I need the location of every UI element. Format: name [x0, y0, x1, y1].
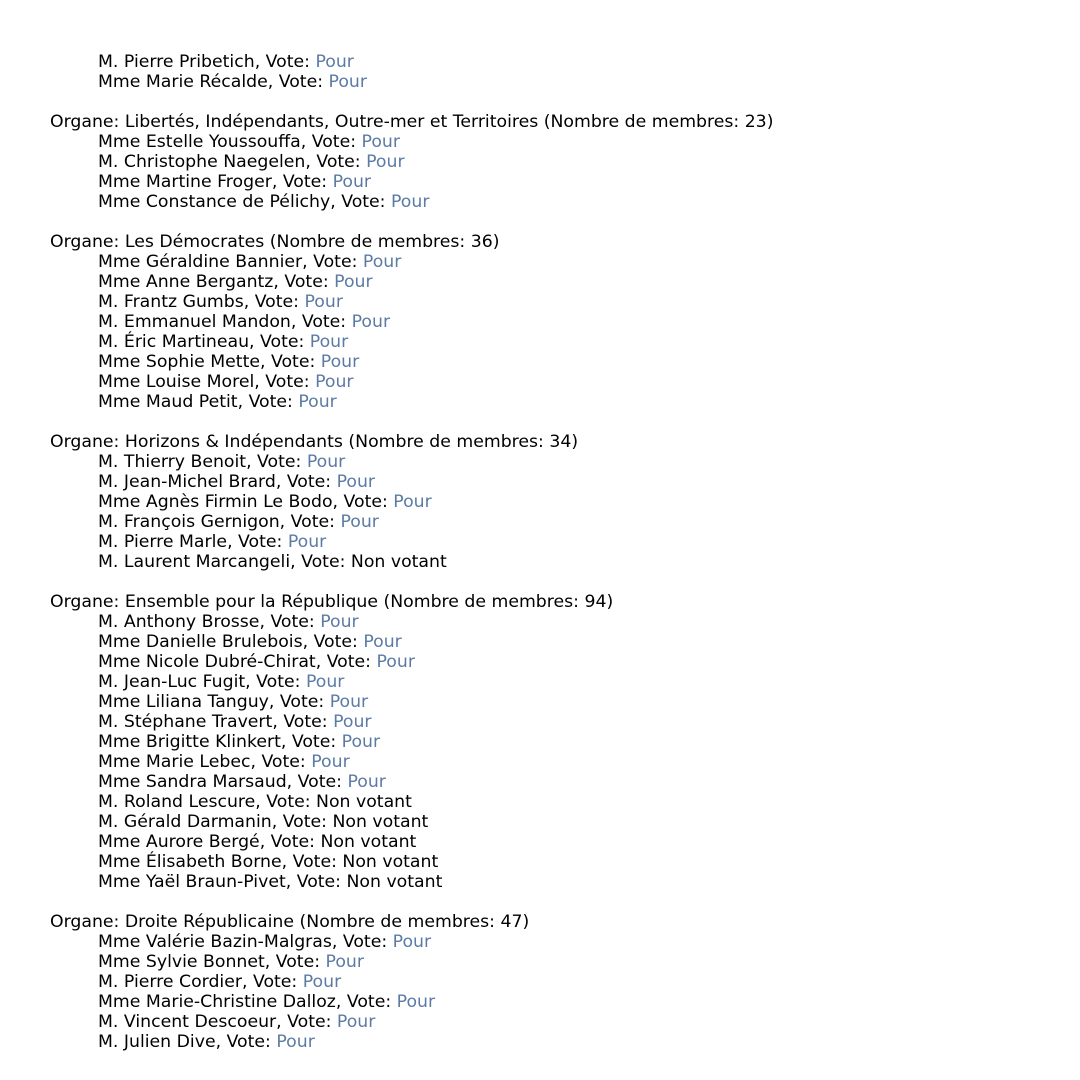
member-row: [50, 992, 1060, 1012]
member-row: [50, 952, 1060, 972]
member-row: [50, 832, 1060, 852]
members-prefix: (Nombre de membres:: [294, 912, 501, 932]
organe-name: Horizons & Indépendants: [124, 432, 343, 452]
vote-value-non-votant: Non votant: [316, 792, 412, 812]
vote-label: , Vote:: [286, 772, 348, 792]
member-row: [50, 1012, 1060, 1032]
member-name: Mme Liliana Tanguy: [98, 692, 269, 712]
members-count: 36: [470, 232, 493, 252]
member-row: [50, 312, 1060, 332]
organe-header: [50, 112, 1060, 132]
vote-value-pour: Pour: [376, 652, 415, 672]
member-row: [50, 872, 1060, 892]
member-name: M. Julien Dive: [98, 1032, 216, 1052]
vote-label: , Vote:: [315, 652, 377, 672]
vote-label: , Vote:: [271, 812, 333, 832]
members-count: 34: [549, 432, 572, 452]
vote-label: , Vote:: [331, 932, 393, 952]
members-prefix: (Nombre de membres:: [538, 112, 745, 132]
member-name: Mme Agnès Firmin Le Bodo: [98, 492, 333, 512]
vote-value-non-votant: Non votant: [320, 832, 417, 852]
vote-label: , Vote:: [290, 312, 352, 332]
organe-name: Droite Républicaine: [124, 912, 295, 932]
member-row: [50, 292, 1060, 312]
organe-prefix: Organe:: [50, 432, 125, 452]
member-name: Mme Élisabeth Borne: [98, 852, 282, 872]
organe-section: [50, 112, 1060, 212]
vote-label: , Vote:: [254, 372, 316, 392]
member-name: Mme Nicole Dubré-Chirat: [98, 652, 316, 672]
member-name: Mme Louise Morel: [98, 372, 255, 392]
vote-value-pour: Pour: [393, 492, 432, 512]
member-row: [50, 692, 1060, 712]
vote-label: , Vote:: [264, 952, 326, 972]
vote-value-pour: Pour: [361, 132, 400, 152]
vote-label: , Vote:: [330, 192, 391, 212]
member-name: Mme Marie Récalde: [98, 72, 268, 92]
vote-label: , Vote:: [272, 712, 334, 732]
member-name: M. Éric Martineau: [98, 332, 250, 352]
vote-label: , Vote:: [237, 392, 299, 412]
member-name: Mme Aurore Bergé: [98, 832, 260, 852]
members-suffix: ): [766, 112, 774, 132]
vote-value-pour: Pour: [329, 692, 369, 712]
vote-value-pour: Pour: [298, 392, 337, 412]
vote-value-pour: Pour: [363, 632, 402, 652]
organe-header: [50, 912, 1060, 932]
vote-value-pour: Pour: [334, 272, 373, 292]
vote-value-pour: Pour: [347, 772, 386, 792]
vote-value-pour: Pour: [392, 932, 432, 952]
vote-label: , Vote:: [305, 152, 367, 172]
member-row: [50, 1032, 1060, 1052]
member-row: [50, 132, 1060, 152]
organe-header: [50, 432, 1060, 452]
vote-value-pour: Pour: [340, 512, 379, 532]
member-row: [50, 72, 1060, 92]
member-row: [50, 972, 1060, 992]
vote-label: , Vote:: [259, 612, 321, 632]
member-row: [50, 352, 1060, 372]
organe-prefix: Organe:: [50, 112, 125, 132]
vote-value-pour: Pour: [391, 192, 430, 212]
vote-label: , Vote:: [255, 792, 317, 812]
member-row: [50, 172, 1060, 192]
member-name: M. Vincent Descoeur: [98, 1012, 277, 1032]
members-prefix: (Nombre de membres:: [342, 432, 550, 452]
member-name: M. Anthony Brosse: [98, 612, 260, 632]
vote-label: , Vote:: [243, 292, 305, 312]
organe-section: [50, 232, 1060, 412]
vote-document: [50, 52, 1060, 1052]
member-row: [50, 772, 1060, 792]
member-row: [50, 532, 1060, 552]
vote-label: , Vote:: [281, 852, 343, 872]
organe-prefix: Organe:: [50, 912, 125, 932]
vote-label: , Vote:: [335, 992, 397, 1012]
member-name: Mme Brigitte Klinkert: [98, 732, 281, 752]
vote-label: , Vote:: [241, 972, 303, 992]
member-row: [50, 932, 1060, 952]
organe-section: [50, 52, 1060, 92]
organe-name: Libertés, Indépendants, Outre-mer et Territoires: [124, 112, 539, 132]
member-name: M. Jean-Michel Brard: [98, 472, 276, 492]
vote-label: , Vote:: [285, 872, 347, 892]
member-row: [50, 472, 1060, 492]
vote-value-pour: Pour: [341, 732, 381, 752]
vote-value-pour: Pour: [306, 452, 346, 472]
vote-label: , Vote:: [268, 692, 330, 712]
vote-label: , Vote:: [276, 1012, 337, 1032]
members-prefix: (Nombre de membres:: [264, 232, 471, 252]
organe-section: [50, 592, 1060, 892]
members-prefix: (Nombre de membres:: [378, 592, 585, 612]
section-spacer: [50, 92, 1060, 112]
member-row: [50, 812, 1060, 832]
section-spacer: [50, 892, 1060, 912]
vote-value-non-votant: Non votant: [346, 872, 443, 892]
vote-value-non-votant: Non votant: [342, 852, 439, 872]
member-row: [50, 452, 1060, 472]
members-count: 47: [500, 912, 523, 932]
member-name: M. François Gernigon: [98, 512, 280, 532]
vote-label: , Vote:: [259, 832, 321, 852]
member-row: [50, 512, 1060, 532]
organe-prefix: Organe:: [50, 232, 125, 252]
member-name: M. Thierry Benoit: [98, 452, 247, 472]
vote-label: , Vote:: [249, 332, 310, 352]
member-name: Mme Martine Froger: [98, 172, 272, 192]
member-row: [50, 492, 1060, 512]
vote-value-pour: Pour: [325, 952, 364, 972]
member-name: Mme Estelle Youssouffa: [98, 132, 301, 152]
member-name: M. Emmanuel Mandon: [98, 312, 291, 332]
member-row: [50, 252, 1060, 272]
vote-label: , Vote:: [279, 512, 341, 532]
member-name: Mme Danielle Brulebois: [98, 632, 303, 652]
vote-value-pour: Pour: [276, 1032, 315, 1052]
member-name: M. Christophe Naegelen: [98, 152, 306, 172]
vote-label: , Vote:: [250, 752, 312, 772]
section-spacer: [50, 572, 1060, 592]
vote-value-pour: Pour: [302, 972, 342, 992]
vote-value-pour: Pour: [304, 292, 343, 312]
member-name: Mme Anne Bergantz: [98, 272, 274, 292]
member-row: [50, 672, 1060, 692]
member-name: Mme Géraldine Bannier: [98, 252, 303, 272]
vote-value-pour: Pour: [362, 252, 402, 272]
vote-label: , Vote:: [245, 672, 306, 692]
vote-label: , Vote:: [302, 252, 363, 272]
vote-value-pour: Pour: [309, 332, 349, 352]
vote-value-pour: Pour: [336, 472, 376, 492]
member-row: [50, 52, 1060, 72]
member-row: [50, 712, 1060, 732]
member-name: Mme Constance de Pélichy: [98, 192, 331, 212]
member-name: M. Gérald Darmanin: [98, 812, 272, 832]
member-name: Mme Marie Lebec: [98, 752, 251, 772]
members-suffix: ): [606, 592, 614, 612]
vote-value-pour: Pour: [287, 532, 327, 552]
member-name: M. Frantz Gumbs: [98, 292, 244, 312]
member-row: [50, 392, 1060, 412]
member-name: Mme Marie-Christine Dalloz: [98, 992, 336, 1012]
members-count: 94: [584, 592, 607, 612]
vote-value-non-votant: Non votant: [332, 812, 429, 832]
member-name: Mme Sophie Mette: [98, 352, 260, 372]
member-name: Mme Sylvie Bonnet: [98, 952, 265, 972]
members-suffix: ): [522, 912, 530, 932]
vote-label: , Vote:: [302, 632, 364, 652]
vote-label: , Vote:: [254, 52, 316, 72]
members-suffix: ): [492, 232, 500, 252]
member-name: M. Jean-Luc Fugit: [98, 672, 246, 692]
member-row: [50, 152, 1060, 172]
vote-label: , Vote:: [300, 132, 362, 152]
vote-value-pour: Pour: [332, 172, 372, 192]
organe-prefix: Organe:: [50, 592, 125, 612]
member-name: M. Pierre Cordier: [98, 972, 242, 992]
section-spacer: [50, 212, 1060, 232]
member-row: [50, 652, 1060, 672]
member-row: [50, 792, 1060, 812]
vote-value-pour: Pour: [351, 312, 391, 332]
member-name: Mme Yaël Braun-Pivet: [98, 872, 286, 892]
member-name: M. Roland Lescure: [98, 792, 256, 812]
vote-label: , Vote:: [215, 1032, 277, 1052]
vote-value-pour: Pour: [333, 712, 372, 732]
member-row: [50, 752, 1060, 772]
vote-value-pour: Pour: [366, 152, 405, 172]
vote-label: , Vote:: [246, 452, 307, 472]
section-spacer: [50, 412, 1060, 432]
organe-name: Ensemble pour la République: [124, 592, 379, 612]
organe-header: [50, 592, 1060, 612]
organe-section: [50, 912, 1060, 1052]
member-row: [50, 852, 1060, 872]
member-row: [50, 552, 1060, 572]
vote-value-pour: Pour: [396, 992, 436, 1012]
vote-value-pour: Pour: [320, 612, 359, 632]
members-count: 23: [744, 112, 767, 132]
member-row: [50, 192, 1060, 212]
organe-header: [50, 232, 1060, 252]
organe-name: Les Démocrates: [124, 232, 265, 252]
member-name: Mme Valérie Bazin-Malgras: [98, 932, 332, 952]
vote-value-non-votant: Non votant: [350, 552, 447, 572]
member-name: M. Pierre Pribetich: [98, 52, 255, 72]
member-row: [50, 632, 1060, 652]
organe-section: [50, 432, 1060, 572]
member-name: M. Stéphane Travert: [98, 712, 273, 732]
vote-label: , Vote:: [227, 532, 288, 552]
vote-label: , Vote:: [260, 352, 321, 372]
vote-label: , Vote:: [271, 172, 333, 192]
vote-value-pour: Pour: [320, 352, 360, 372]
vote-value-pour: Pour: [336, 1012, 376, 1032]
members-suffix: ): [571, 432, 579, 452]
vote-value-pour: Pour: [305, 672, 345, 692]
member-row: [50, 272, 1060, 292]
member-row: [50, 732, 1060, 752]
member-row: [50, 332, 1060, 352]
member-name: M. Pierre Marle: [98, 532, 228, 552]
vote-label: , Vote:: [273, 272, 335, 292]
member-name: M. Laurent Marcangeli: [98, 552, 291, 572]
vote-value-pour: Pour: [315, 372, 354, 392]
member-row: [50, 372, 1060, 392]
member-row: [50, 612, 1060, 632]
vote-label: , Vote:: [280, 732, 342, 752]
vote-value-pour: Pour: [311, 752, 350, 772]
vote-label: , Vote:: [290, 552, 351, 572]
vote-value-pour: Pour: [315, 52, 354, 72]
vote-label: , Vote:: [332, 492, 394, 512]
member-name: Mme Sandra Marsaud: [98, 772, 287, 792]
vote-value-pour: Pour: [328, 72, 367, 92]
vote-label: , Vote:: [275, 472, 337, 492]
vote-label: , Vote:: [267, 72, 329, 92]
member-name: Mme Maud Petit: [98, 392, 238, 412]
